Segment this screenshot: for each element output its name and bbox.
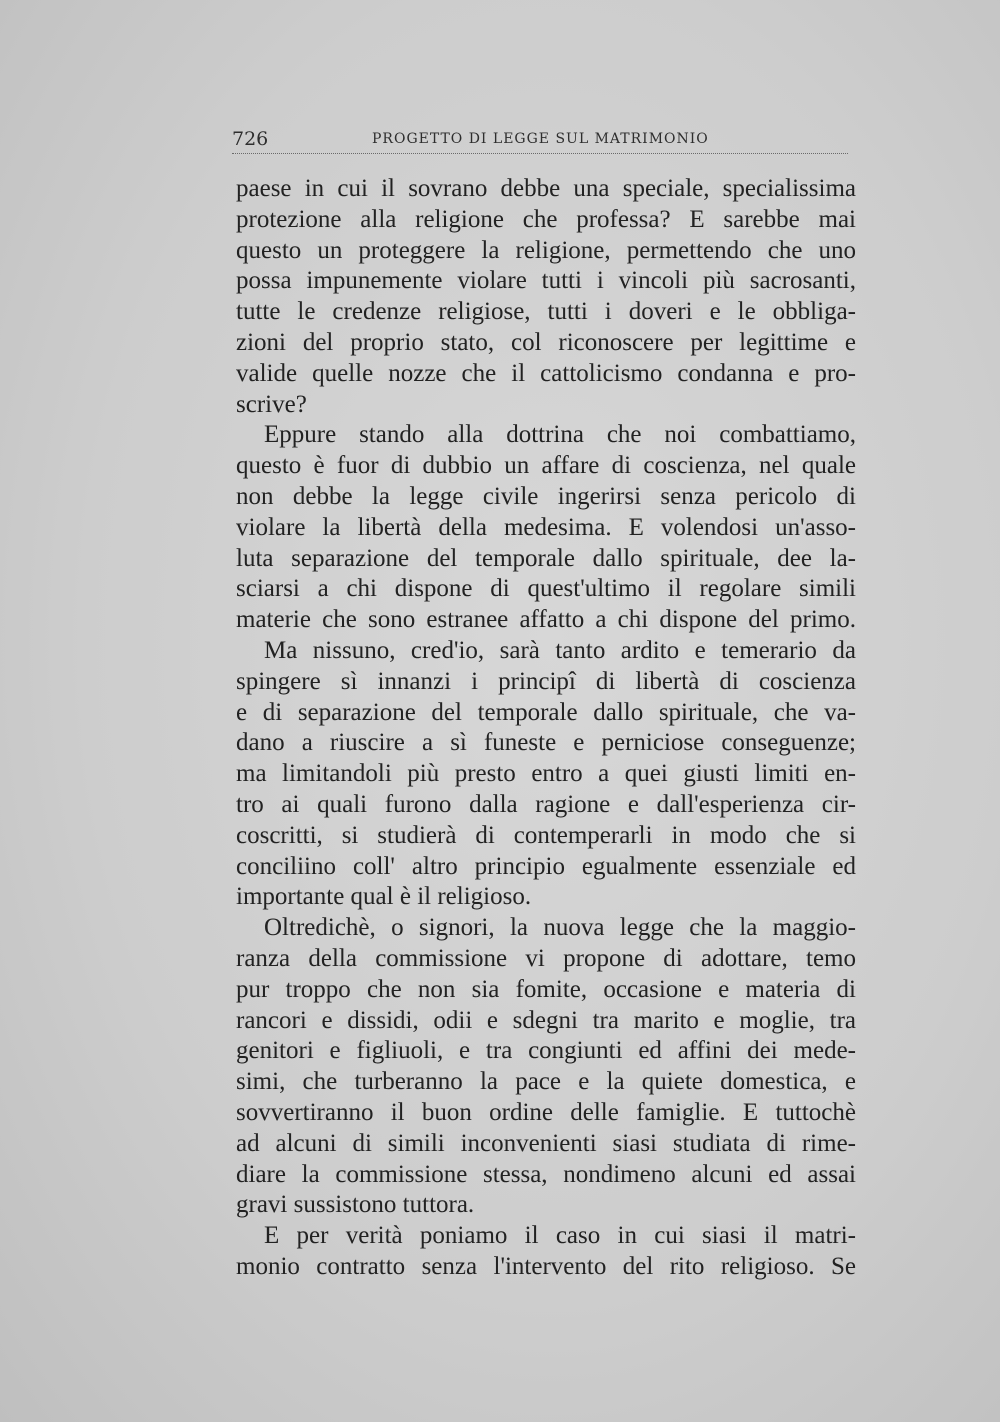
text-line: genitori e figliuoli, e tra congiunti ed affini dei mede- [236,1037,856,1065]
text-line: importante qual è il religioso. [236,883,532,911]
text-line: dano a riuscire a sì funeste e perniciose conseguenze; [236,729,856,757]
text-line: E per verità poniamo il caso in cui siasi il matri- [264,1222,856,1250]
text-line: rancori e dissidi, odii e sdegni tra marito e moglie, tra [236,1006,856,1034]
text-line: sovvertiranno il buon ordine delle famiglie. E tuttochè [236,1098,856,1126]
text-line: scrive? [236,390,307,418]
text-line: possa impunemente violare tutti i vincoli più sacrosanti, [236,267,856,295]
text-line: ranza della commissione vi propone di adottare, temo [236,944,856,972]
text-line: violare la libertà della medesima. E volendosi un'asso- [236,513,856,541]
text-line: spingere sì innanzi i principî di libertà di coscienza [236,667,856,695]
text-line: sciarsi a chi dispone di quest'ultimo il regolare simili [236,575,856,603]
text-line: zioni del proprio stato, col riconoscere per legittime e [236,328,856,356]
text-line: Oltredichè, o signori, la nuova legge che la maggio- [264,914,856,942]
text-line: ad alcuni di simili inconvenienti siasi studiata di rime- [236,1129,856,1157]
text-line: protezione alla religione che professa? E sarebbe mai [236,205,856,233]
text-line: pur troppo che non sia fomite, occasione e materia di [236,975,856,1003]
body-text [236,174,856,1283]
text-line: e di separazione del temporale dallo spirituale, che va- [236,698,856,726]
text-line: ma limitandoli più presto entro a quei giusti limiti en- [236,760,856,788]
text-line: valide quelle nozze che il cattolicismo condanna e pro- [236,359,856,387]
text-line: conciliino coll' altro principio egualmente essenziale ed [236,852,856,880]
page-number: 726 [232,128,269,150]
text-line: monio contratto senza l'intervento del rito religioso. Se [236,1252,856,1280]
text-line: diare la commissione stessa, nondimeno alcuni ed assai [236,1160,856,1188]
text-line: non debbe la legge civile ingerirsi senza pericolo di [236,482,856,510]
text-line: coscritti, si studierà di contemperarli in modo che si [236,821,856,849]
text-line: paese in cui il sovrano debbe una speciale, specialissima [236,175,856,202]
text-line: tutte le credenze religiose, tutti i doveri e le obbliga- [236,298,856,326]
text-line: Ma nissuno, cred'io, sarà tanto ardito e temerario da [264,636,856,664]
text-line: questo un proteggere la religione, permettendo che uno [236,236,856,264]
text-line: tro ai quali furono dalla ragione e dall'esperienza cir- [236,790,856,818]
running-head [232,128,848,154]
text-line: questo è fuor di dubbio un affare di coscienza, nel quale [236,452,856,480]
running-title: PROGETTO DI LEGGE SUL MATRIMONIO [372,131,709,147]
text-line: luta separazione del temporale dallo spirituale, dee la- [236,544,856,572]
text-line: Eppure stando alla dottrina che noi combattiamo, [264,421,856,449]
text-line: materie che sono estranee affatto a chi dispone del primo. [236,606,856,634]
header-rule [232,153,848,154]
text-line: simi, che turberanno la pace e la quiete domestica, e [236,1068,856,1096]
text-line: gravi sussistono tuttora. [236,1191,475,1219]
